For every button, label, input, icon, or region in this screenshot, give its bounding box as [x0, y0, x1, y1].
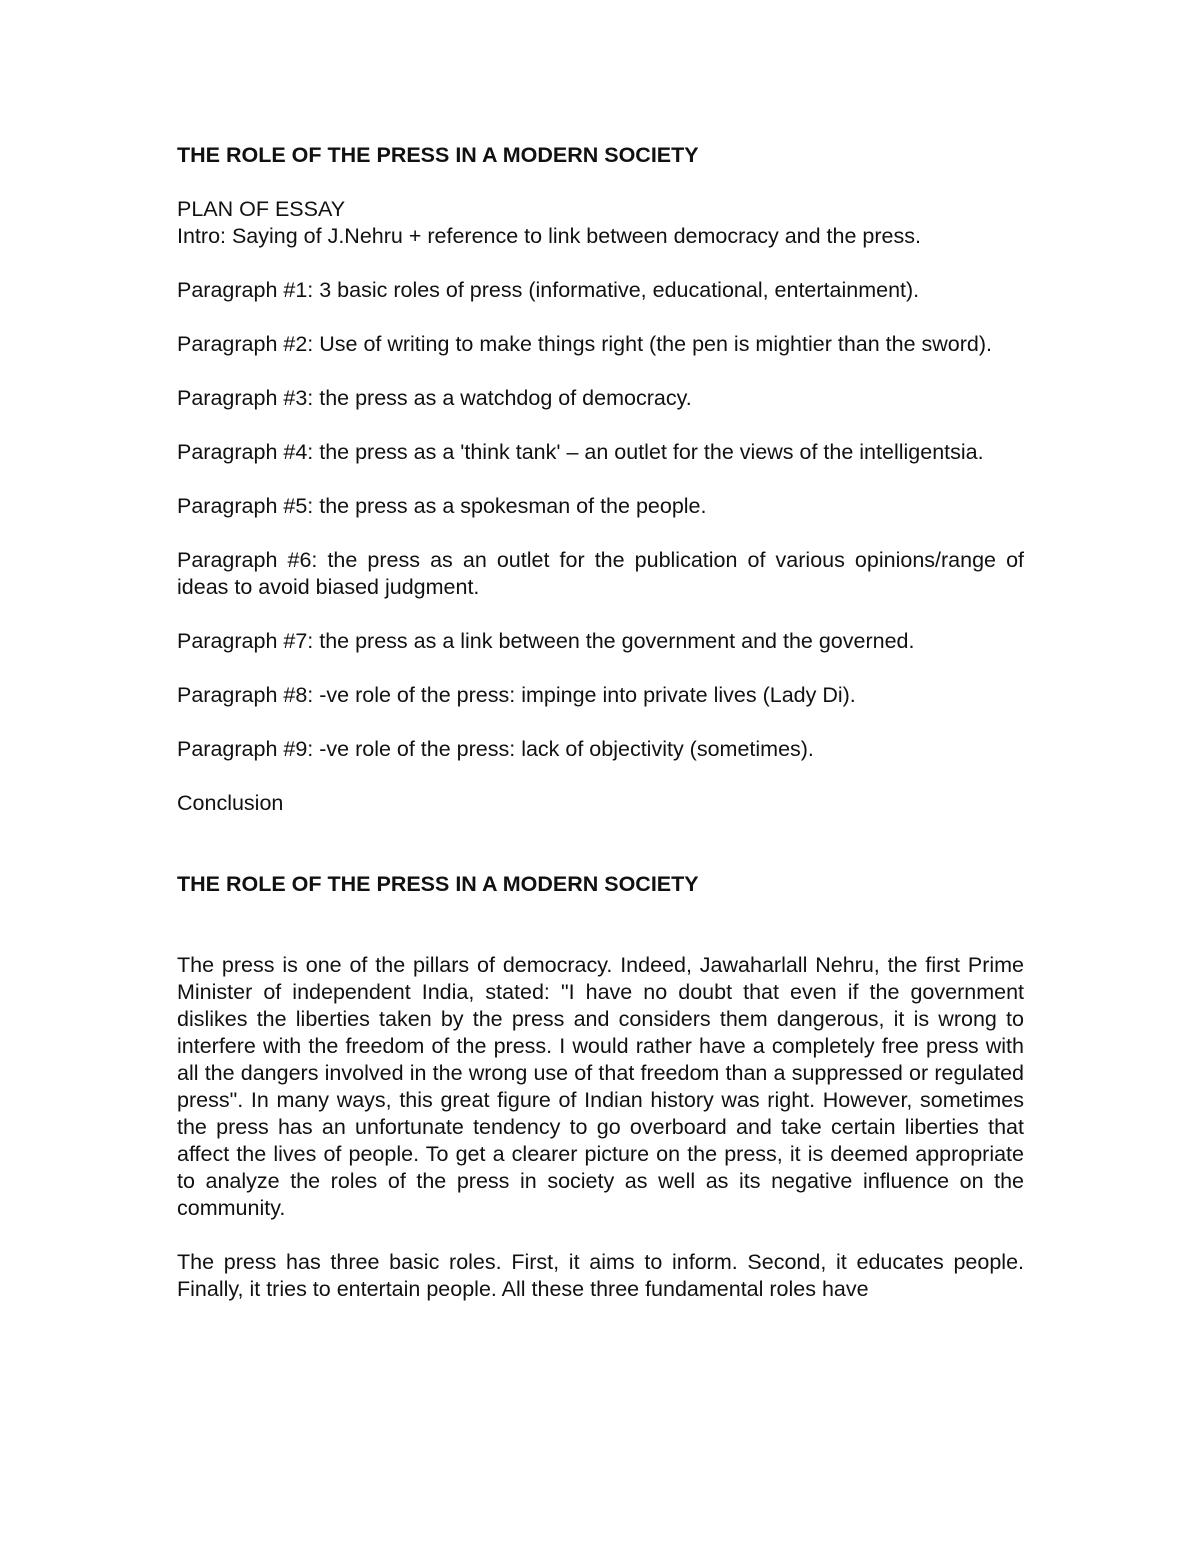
document-content	[177, 142, 1024, 1303]
plan-paragraph-4: Paragraph #4: the press as a 'think tank' – an outlet for the views of the intelligentsia.	[177, 440, 984, 464]
plan-paragraph-7: Paragraph #7: the press as a link between the government and the governed.	[177, 629, 915, 653]
plan-paragraph-6: Paragraph #6: the press as an outlet for the publication of various opinions/range of ideas to avoid biased judgment.	[177, 548, 1024, 599]
plan-paragraph-8: Paragraph #8: -ve role of the press: impinge into private lives (Lady Di).	[177, 683, 856, 707]
plan-paragraph-1: Paragraph #1: 3 basic roles of press (informative, educational, entertainment).	[177, 278, 920, 302]
plan-intro: Intro: Saying of J.Nehru + reference to link between democracy and the press.	[177, 224, 921, 248]
plan-conclusion: Conclusion	[177, 791, 284, 815]
plan-paragraph-3: Paragraph #3: the press as a watchdog of democracy.	[177, 386, 692, 410]
plan-paragraph-9: Paragraph #9: -ve role of the press: lack of objectivity (sometimes).	[177, 737, 814, 761]
essay-title: THE ROLE OF THE PRESS IN A MODERN SOCIETY	[177, 872, 699, 896]
body-paragraph-2: The press has three basic roles. First, it aims to inform. Second, it educates people. Finally, it tries to entertain people. All these three fundamental roles have	[177, 1250, 1024, 1301]
plan-paragraph-5: Paragraph #5: the press as a spokesman of the people.	[177, 494, 707, 518]
document-title: THE ROLE OF THE PRESS IN A MODERN SOCIETY	[177, 143, 699, 167]
plan-heading: PLAN OF ESSAY	[177, 197, 346, 221]
plan-paragraph-2: Paragraph #2: Use of writing to make things right (the pen is mightier than the sword).	[177, 332, 993, 356]
body-paragraph-1: The press is one of the pillars of democracy. Indeed, Jawaharlall Nehru, the first Prime Minister of independent India, stated: "I have no doubt that even if the government dislikes the liberties taken by the press and considers them dangerous, it is wrong to interfere with the freedom of the press. I would rather have a completely free press with all the dangers involved in the wrong use of that freedom than a suppressed or regulated press". In many ways, this great figure of Indian history was right. However, sometimes the press has an unfortunate tendency to go overboard and take certain liberties that affect the lives of people. To get a clearer picture on the press, it is deemed appropriate to analyze the roles of the press in society as well as its negative influence on the community.	[177, 953, 1024, 1220]
